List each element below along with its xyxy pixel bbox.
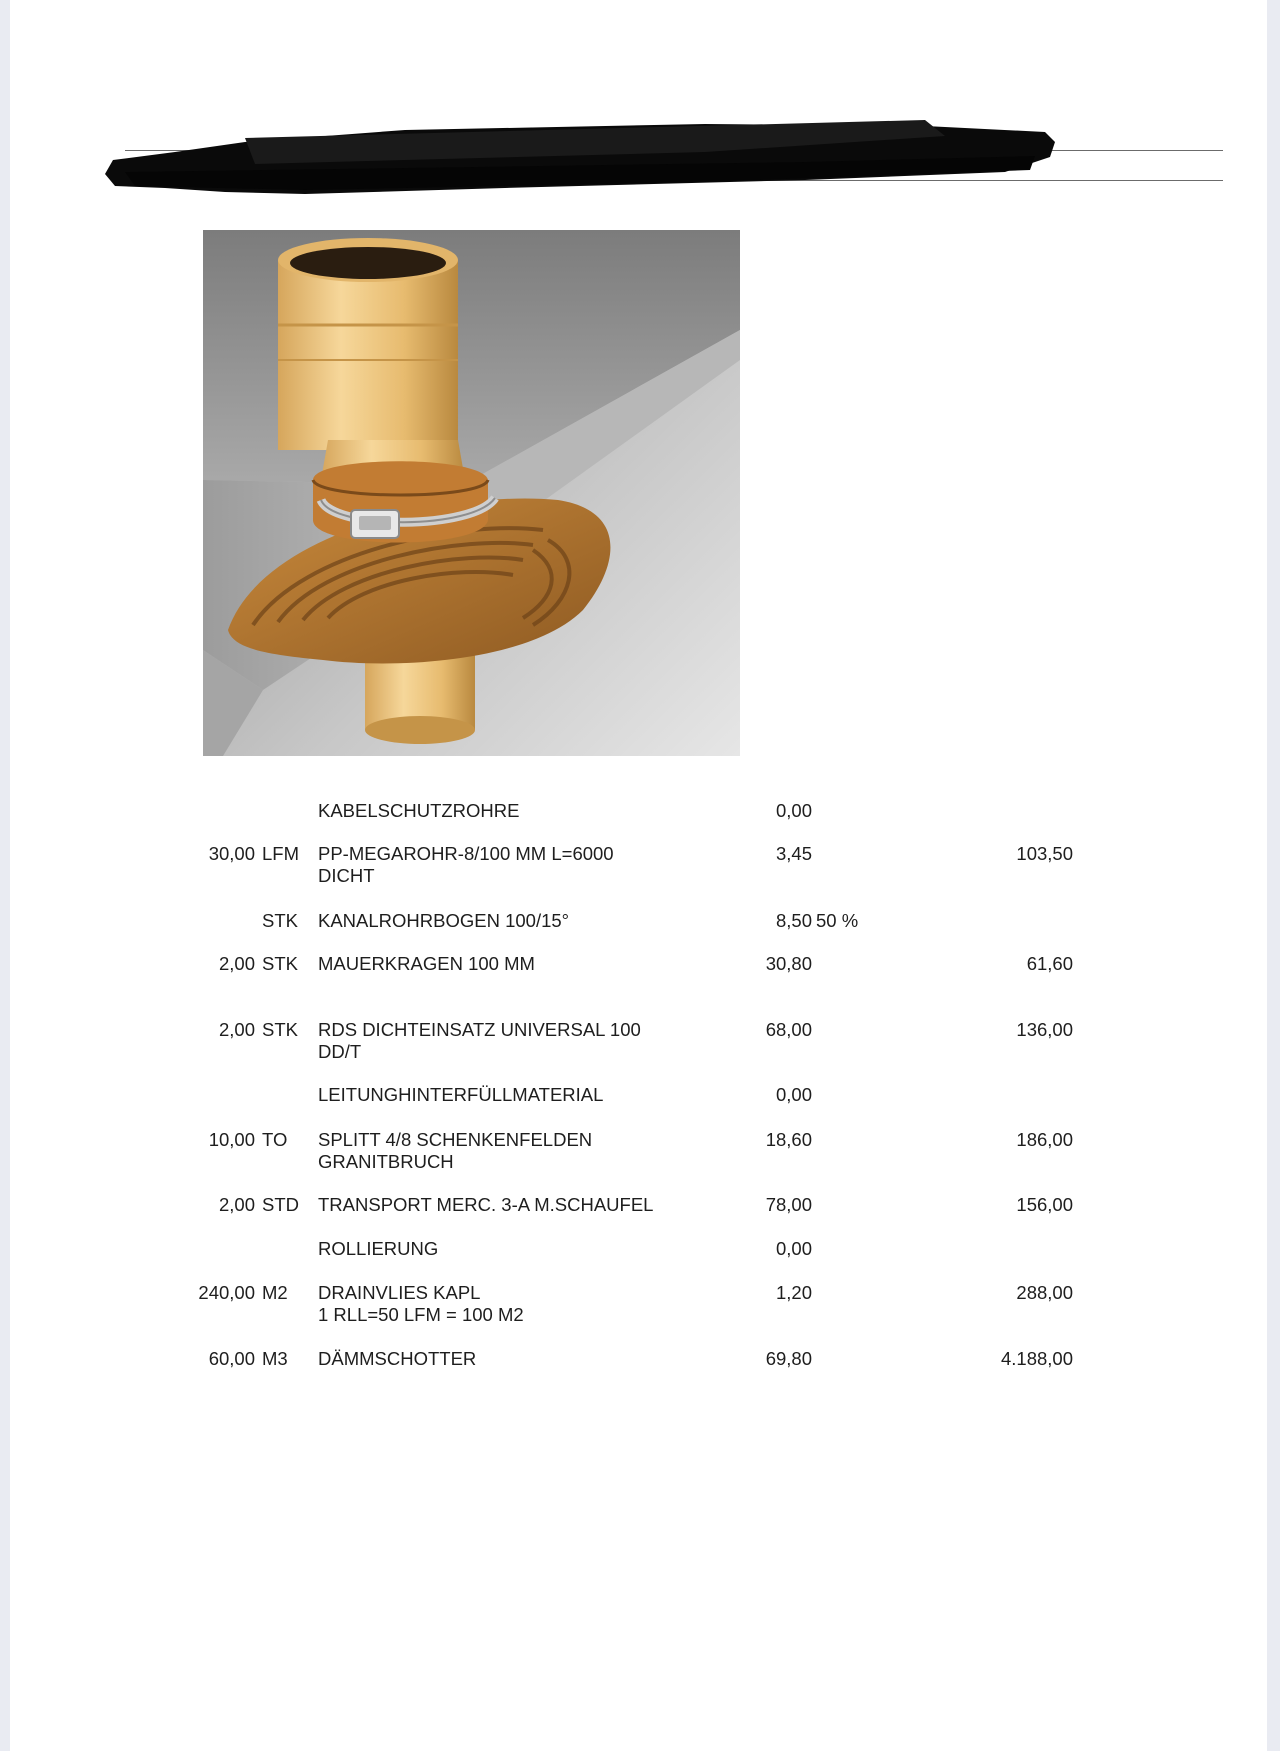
item-total: 186,00	[1016, 1129, 1073, 1150]
item-description-line: 1 RLL=50 LFM = 100 M2	[318, 1304, 524, 1325]
item-unit: STK	[262, 1019, 298, 1040]
item-unit: STK	[262, 910, 298, 931]
item-unit: STK	[262, 953, 298, 974]
item-unit-price: 0,00	[775, 1238, 812, 1259]
item-total: 61,60	[1026, 953, 1073, 974]
item-unit: LFM	[262, 843, 299, 864]
item-description	[318, 910, 698, 932]
item-description-line: KABELSCHUTZROHRE	[318, 800, 520, 821]
item-unit: TO	[262, 1129, 288, 1150]
item-description-line: GRANITBRUCH	[318, 1151, 454, 1172]
item-description-line: ROLLIERUNG	[318, 1238, 439, 1259]
item-quantity: 60,00	[208, 1348, 255, 1369]
item-unit-price: 0,00	[775, 800, 812, 821]
item-description-line: TRANSPORT MERC. 3-A M.SCHAUFEL	[318, 1194, 654, 1215]
item-quantity: 240,00	[198, 1282, 255, 1303]
item-unit-price: 68,00	[765, 1019, 812, 1040]
item-description	[318, 1084, 698, 1106]
item-quantity: 30,00	[208, 843, 255, 864]
item-unit: STD	[262, 1194, 299, 1215]
item-total: 136,00	[1016, 1019, 1073, 1040]
item-unit-price: 1,20	[775, 1282, 812, 1303]
item-quantity: 2,00	[218, 1194, 255, 1215]
item-quantity: 10,00	[208, 1129, 255, 1150]
item-unit-price: 30,80	[765, 953, 812, 974]
item-description-line: KANALROHRBOGEN 100/15°	[318, 910, 570, 931]
item-description	[318, 1194, 698, 1216]
item-description-line: LEITUNGHINTERFÜLLMATERIAL	[318, 1084, 604, 1105]
pipe-with-wall-collar-icon	[203, 230, 740, 756]
item-description	[318, 1348, 698, 1370]
item-unit: M3	[262, 1348, 288, 1369]
item-unit-price: 0,00	[775, 1084, 812, 1105]
redaction-marker	[105, 112, 1065, 212]
item-description	[318, 1238, 698, 1260]
item-discount: 50 %	[816, 910, 859, 931]
item-description-line: DD/T	[318, 1041, 362, 1062]
item-total: 288,00	[1016, 1282, 1073, 1303]
item-description-line: SPLITT 4/8 SCHENKENFELDEN	[318, 1129, 593, 1150]
item-description-line: DÄMMSCHOTTER	[318, 1348, 477, 1369]
item-description-line: DICHT	[318, 865, 375, 886]
item-description-line: PP-MEGAROHR-8/100 MM L=6000	[318, 843, 614, 864]
item-description	[318, 1129, 698, 1173]
item-description	[318, 1282, 698, 1326]
item-description-line: RDS DICHTEINSATZ UNIVERSAL 100	[318, 1019, 641, 1040]
item-description	[318, 843, 698, 887]
item-description-line: DRAINVLIES KAPL	[318, 1282, 481, 1303]
item-total: 103,50	[1016, 843, 1073, 864]
item-quantity: 2,00	[218, 1019, 255, 1040]
item-unit: M2	[262, 1282, 288, 1303]
item-description	[318, 1019, 698, 1063]
document-page	[10, 0, 1267, 1751]
item-description	[318, 953, 698, 975]
item-quantity: 2,00	[218, 953, 255, 974]
item-unit-price: 3,45	[775, 843, 812, 864]
item-description-line: MAUERKRAGEN 100 MM	[318, 953, 535, 974]
item-unit-price: 78,00	[765, 1194, 812, 1215]
item-unit-price: 8,50	[775, 910, 812, 931]
item-description	[318, 800, 698, 822]
item-total: 4.188,00	[1000, 1348, 1073, 1369]
item-unit-price: 69,80	[765, 1348, 812, 1369]
item-unit-price: 18,60	[765, 1129, 812, 1150]
item-total: 156,00	[1016, 1194, 1073, 1215]
product-image	[203, 230, 740, 756]
